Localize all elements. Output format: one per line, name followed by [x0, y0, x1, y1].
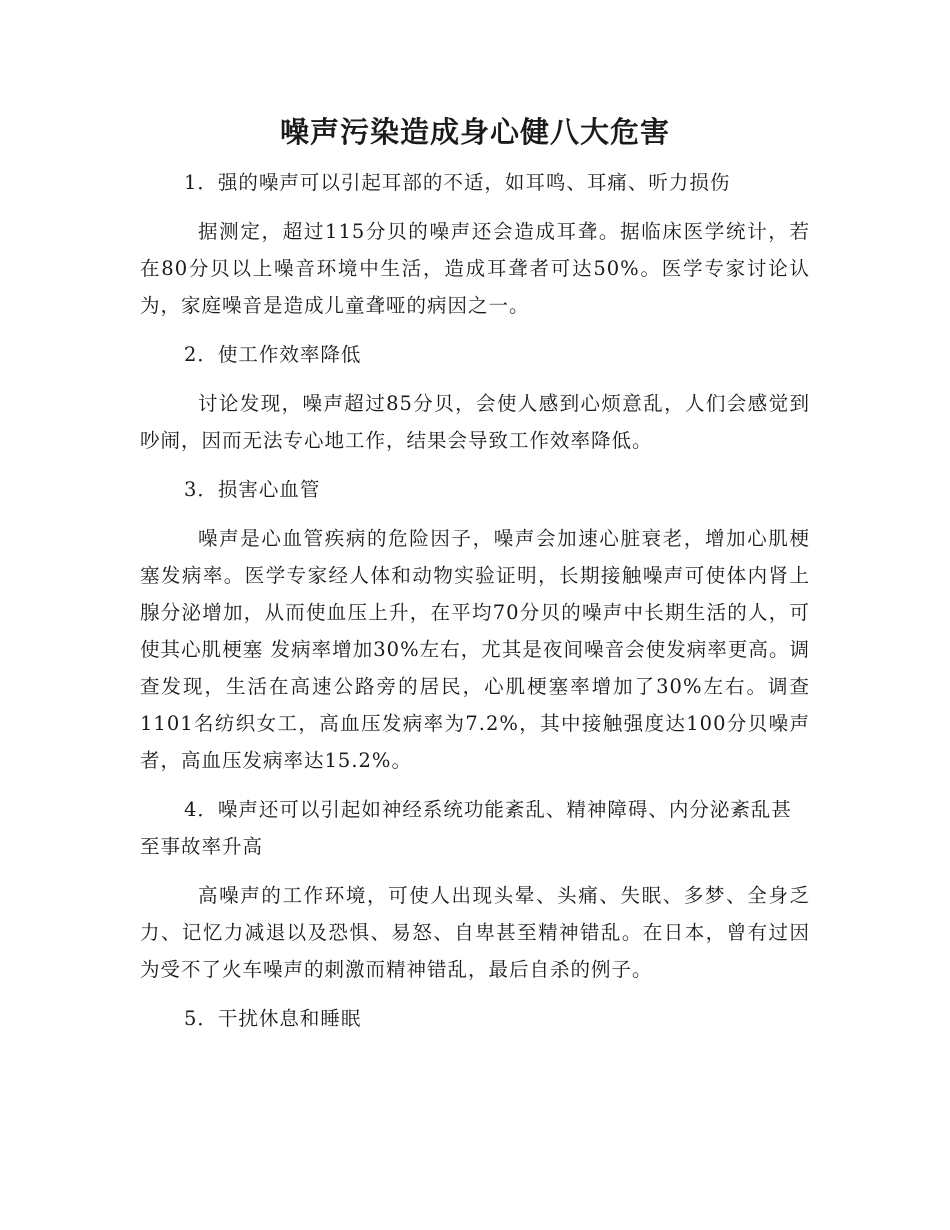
section-heading-1: 1．强的噪声可以引起耳部的不适，如耳鸣、耳痛、听力损伤: [184, 171, 731, 194]
section-heading-2: 2．使工作效率降低: [184, 343, 362, 366]
section-paragraph-1: 据测定，超过115分贝的噪声还会造成耳聋。据临床医学统计，若在80分贝以上噪音环境中生活，造成耳聋者可达50%。医学专家讨论认为，家庭噪音是造成儿童聋哑的病因之一。: [140, 220, 810, 317]
document-body: [140, 164, 810, 1037]
section-heading-5: 5．干扰休息和睡眠: [184, 1007, 362, 1030]
section-paragraph-2: 讨论发现，噪声超过85分贝，会使人感到心烦意乱，人们会感觉到吵闹，因而无法专心地工作，结果会导致工作效率降低。: [140, 392, 810, 452]
section-heading-4: 4．噪声还可以引起如神经系统功能紊乱、精神障碍、内分泌紊乱甚至事故率升高: [140, 798, 792, 858]
section-heading-3: 3．损害心血管: [184, 478, 321, 501]
section-paragraph-3: 噪声是心血管疾病的危险因子，噪声会加速心脏衰老，增加心肌梗塞发病率。医学专家经人体和动物实验证明，长期接触噪声可使体内肾上腺分泌增加，从而使血压上升，在平均70分贝的噪声中长期生活的人，可使其心肌梗塞 发病率增加30%左右，尤其是夜间噪音会使发病率更高。调查发现，生活在高速公路旁的居民，心肌梗塞率增加了30%左右。调查1101名纺织女工，高血压发病率为7.2%，其中接触强度达100分贝噪声者，高血压发病率达15.2%。: [140, 527, 810, 772]
section-paragraph-4: 高噪声的工作环境，可使人出现头晕、头痛、失眠、多梦、全身乏力、记忆力减退以及恐惧、易怒、自卑甚至精神错乱。在日本，曾有过因为受不了火车噪声的刺激而精神错乱，最后自杀的例子。: [140, 884, 810, 981]
document-title: 噪声污染造成身心健八大危害: [279, 115, 670, 149]
